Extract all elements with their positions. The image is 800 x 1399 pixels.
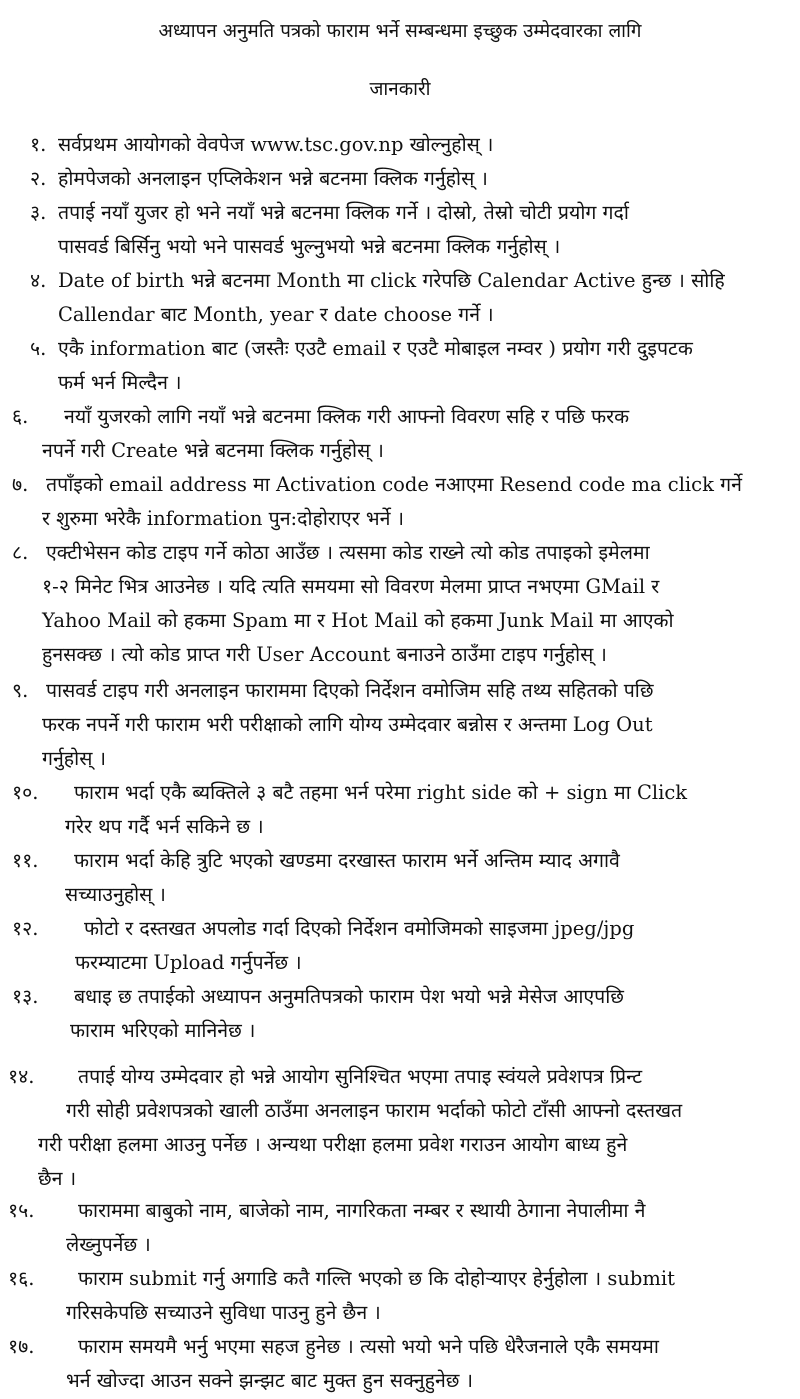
instruction-text-line: तपाई नयाँ युजर हो भने नयाँ भन्ने बटनमा क्लिक गर्ने । दोस्रो, तेस्रो चोटी प्रयोग गर्दा	[58, 201, 629, 224]
instruction-text-line: Yahoo Mail को हकमा Spam मा र Hot Mail को हकमा Junk Mail मा आएको	[42, 609, 674, 632]
instruction-text-line: हुनसक्छ । त्यो कोड प्राप्त गरी User Account बनाउने ठाउँमा टाइप गर्नुहोस् ।	[42, 643, 607, 666]
instruction-text-line: बधाइ छ तपाईको अध्यापन अनुमतिपत्रको फाराम पेश भयो भन्ने मेसेज आएपछि	[74, 985, 624, 1008]
instruction-text-line: १-२ मिनेट भित्र आउनेछ । यदि त्यति समयमा सो विवरण मेलमा प्राप्त नभएमा GMail र	[42, 575, 660, 598]
instruction-text-line: एक्टीभेसन कोड टाइप गर्ने कोठा आउँछ । त्यसमा कोड राख्ने त्यो कोड तपाइको इमेलमा	[46, 541, 650, 564]
instruction-text-line: नयाँ युजरको लागि नयाँ भन्ने बटनमा क्लिक गरी आफ्नो विवरण सहि र पछि फरक	[64, 405, 630, 428]
instruction-text-line: फाराम भरिएको मानिनेछ ।	[70, 1019, 256, 1042]
instruction-text-line: नपर्ने गरी Create भन्ने बटनमा क्लिक गर्नुहोस् ।	[42, 439, 384, 462]
instruction-text-line: फाराममा बाबुको नाम, बाजेको नाम, नागरिकता नम्बर र स्थायी ठेगाना नेपालीमा नै	[78, 1199, 646, 1222]
instruction-number: २.	[30, 167, 47, 190]
instruction-text-line: तपाँइको email address मा Activation code नआएमा Resend code ma click गर्ने	[46, 473, 742, 496]
instruction-text-line: गरेर थप गर्दै भर्न सकिने छ ।	[65, 815, 264, 838]
instruction-text-line: र शुरुमा भरेकै information पुन:दोहोराएर भर्ने ।	[42, 507, 405, 530]
instruction-number: १६.	[8, 1267, 35, 1290]
instruction-text-line: गर्नुहोस् ।	[42, 747, 106, 770]
instruction-text-line: होमपेजको अनलाइन एप्लिकेशन भन्ने बटनमा क्लिक गर्नुहोस् ।	[58, 167, 488, 190]
instruction-text-line: सर्वप्रथम आयोगको वेवपेज www.tsc.gov.np खोल्नुहोस् ।	[58, 133, 494, 156]
instruction-number: ७.	[12, 473, 29, 496]
instruction-text-line: एकै information बाट (जस्तैः एउटै email र एउटै मोबाइल नम्वर ) प्रयोग गरी दुइपटक	[58, 337, 693, 360]
instruction-text-line: फाराम submit गर्नु अगाडि कतै गल्ति भएको छ कि दोहोर्‍याएर हेर्नुहोला । submit	[78, 1267, 675, 1290]
instruction-number: ८.	[12, 541, 29, 564]
instruction-number: १७.	[8, 1335, 35, 1358]
instruction-text-line: गरी सोही प्रवेशपत्रको खाली ठाउँमा अनलाइन फाराम भर्दाको फोटो टाँसी आफ्नो दस्तखत	[66, 1099, 683, 1122]
instruction-number: ४.	[30, 269, 47, 292]
instruction-text-line: भर्न खोज्दा आउन सक्ने झन्झट बाट मुक्त हुन सक्नुहुनेछ ।	[66, 1369, 474, 1392]
instruction-number: ९.	[12, 679, 29, 702]
instruction-text-line: लेख्नुपर्नेछ ।	[66, 1233, 151, 1256]
instruction-number: १२.	[12, 917, 39, 940]
instruction-text-line: Date of birth भन्ने बटनमा Month मा click गरेपछि Calendar Active हुन्छ । सोहि	[58, 269, 725, 292]
instruction-text-line: फर्म भर्न मिल्दैन ।	[58, 371, 182, 394]
instruction-text-line: फाराम भर्दा केहि त्रुटि भएको खण्डमा दरखास्त फाराम भर्ने अन्तिम म्याद अगावै	[74, 849, 620, 872]
instruction-number: ६.	[12, 405, 29, 428]
instruction-number: १.	[30, 133, 47, 156]
instruction-text-line: सच्याउनुहोस् ।	[65, 883, 166, 906]
instruction-text-line: फाराम भर्दा एकै ब्यक्तिले ३ बटै तहमा भर्न परेमा right side को + sign मा Click	[74, 781, 688, 804]
instruction-number: ११.	[12, 849, 39, 872]
instruction-number: १०.	[12, 781, 39, 804]
instruction-text-line: गरी परीक्षा हलमा आउनु पर्नेछ । अन्यथा परीक्षा हलमा प्रवेश गराउन आयोग बाध्य हुने	[38, 1133, 628, 1156]
instruction-text-line: गरिसकेपछि सच्याउने सुविधा पाउनु हुने छैन ।	[66, 1301, 381, 1324]
instruction-text-line: Callendar बाट Month, year र date choose गर्ने ।	[58, 303, 494, 326]
instruction-number: १३.	[12, 985, 39, 1008]
instruction-number: १४.	[8, 1065, 35, 1088]
instruction-number: १५.	[8, 1199, 35, 1222]
instruction-number: ५.	[30, 337, 47, 360]
document-title: अध्यापन अनुमति पत्रको फाराम भर्ने सम्बन्धमा इच्छुक उम्मेदवारका लागि	[158, 20, 642, 42]
instruction-text-line: फोटो र दस्तखत अपलोड गर्दा दिएको निर्देशन वमोजिमको साइजमा jpeg/jpg	[84, 917, 635, 940]
instruction-text-line: फरम्याटमा Upload गर्नुपर्नेछ ।	[75, 951, 302, 974]
instruction-text-line: पासवर्ड बिर्सिनु भयो भने पासवर्ड भुल्नुभयो भन्ने बटनमा क्लिक गर्नुहोस् ।	[58, 235, 561, 258]
instruction-text-line: पासवर्ड टाइप गरी अनलाइन फाराममा दिएको निर्देशन वमोजिम सहि तथ्य सहितको पछि	[46, 679, 654, 702]
instruction-text-line: फाराम समयमै भर्नु भएमा सहज हुनेछ । त्यसो भयो भने पछि धेरैजनाले एकै समयमा	[78, 1335, 659, 1358]
instruction-text-line: फरक नपर्ने गरी फाराम भरी परीक्षाको लागि योग्य उम्मेदवार बन्नोस र अन्तमा Log Out	[42, 713, 653, 736]
instruction-text-line: तपाई योग्य उम्मेदवार हो भन्ने आयोग सुनिश्चित भएमा तपाइ स्वंयले प्रवेशपत्र प्रिन्ट	[78, 1065, 643, 1088]
instruction-number: ३.	[30, 201, 47, 224]
instruction-text-line: छैन ।	[38, 1167, 77, 1190]
document-subtitle: जानकारी	[369, 78, 431, 100]
